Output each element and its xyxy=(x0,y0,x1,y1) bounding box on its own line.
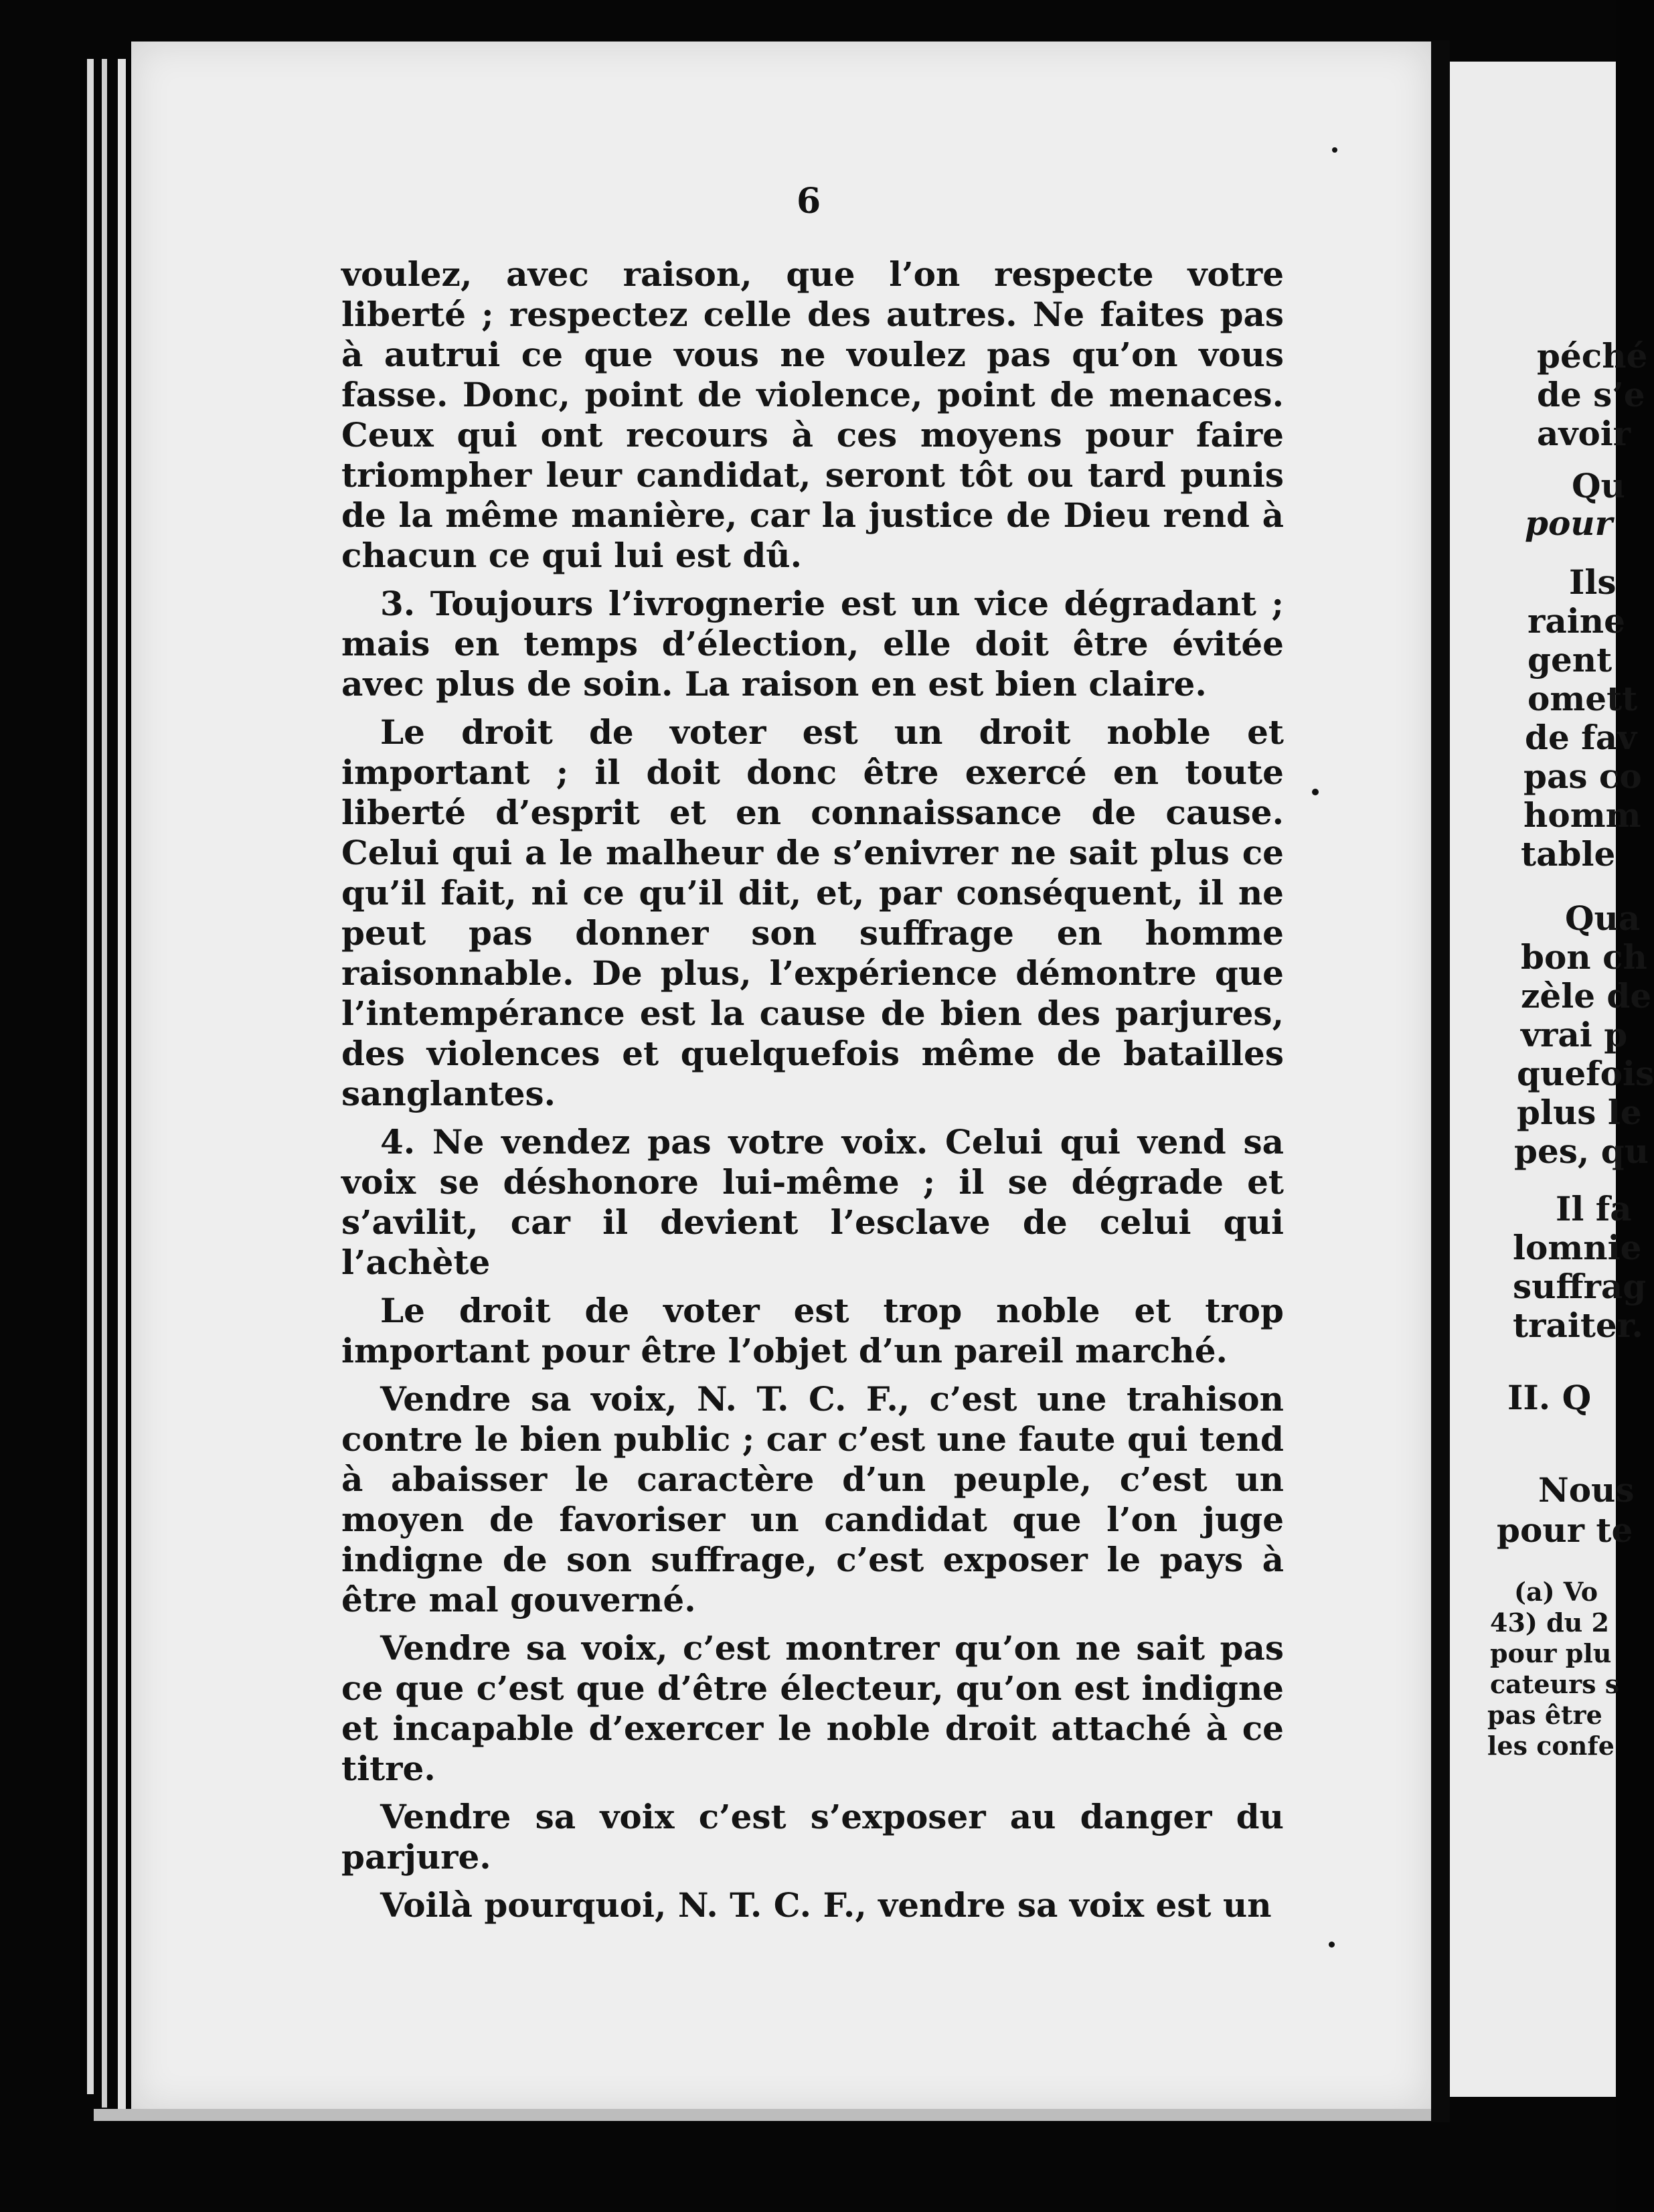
footnote-fragment: (a) Vo xyxy=(1514,1577,1598,1607)
right-page-fragment: de fav xyxy=(1525,718,1637,757)
page-edge xyxy=(118,59,126,2121)
ink-speck xyxy=(1329,1942,1335,1948)
paragraph: Vendre sa voix, N. T. C. F., c’est une trahison contre le bien public ; car c’est une faute qui tend à abaisser le caractère d’un peuple, c’est un moyen de favoriser un candidat que l’on juge indigne de son suffrage, c’est exposer le pays à être mal gouverné. xyxy=(341,1379,1284,1620)
footnote-fragment: 43) du 2 xyxy=(1490,1607,1609,1638)
right-page-fragment: pour te xyxy=(1497,1510,1633,1550)
paragraph: Le droit de voter est un droit noble et important ; il doit donc être exercé en toute liberté d’esprit et en connaissance de cause. Celui qui a le malheur de s’enivrer ne sait plus ce qu’il fait, ni ce qu’il dit, et, par conséquent, il ne peut pas donner son suffrage en homme raisonnable. De plus, l’expérience démontre que l’intempérance est la cause de bien des parjures, des violences et quelquefois même de batailles sanglantes. xyxy=(341,712,1284,1113)
right-page-fragment: pes, qu xyxy=(1514,1131,1649,1171)
right-page-fragment: plus le xyxy=(1517,1093,1642,1132)
footnote-fragment: pour plu xyxy=(1490,1638,1612,1668)
right-page-fragment: homm xyxy=(1523,795,1641,835)
right-page-fragment: quefois xyxy=(1517,1054,1654,1093)
paragraph: 4. Ne vendez pas votre voix. Celui qui vend sa voix se déshonore lui-même ; il se dégrade et s’avilit, car il devient l’esclave de celui qui l’achète xyxy=(341,1122,1284,1282)
right-page-fragment: raine xyxy=(1527,601,1625,641)
paragraph: Voilà pourquoi, N. T. C. F., vendre sa voix est un xyxy=(380,1885,1272,1925)
right-page-fragment: lomnie xyxy=(1513,1228,1642,1267)
right-page-fragment: table xyxy=(1521,834,1616,874)
right-page-fragment: avoir xyxy=(1537,414,1631,453)
right-page-fragment: Ils xyxy=(1569,562,1617,602)
right-page-fragment: pas co xyxy=(1523,757,1642,796)
right-page-fragment: omett xyxy=(1527,679,1638,718)
page-edge xyxy=(102,59,107,2108)
paragraph: Vendre sa voix c’est s’exposer au danger du parjure. xyxy=(341,1797,1284,1877)
right-page-fragment: traiter. xyxy=(1513,1306,1643,1345)
right-page-fragment: Qua xyxy=(1565,898,1641,938)
right-page-fragment: Nous xyxy=(1538,1470,1635,1510)
right-page-fragment: II. Q xyxy=(1507,1378,1592,1417)
right-page-fragment: suffrag xyxy=(1513,1267,1647,1306)
right-page-fragment: zèle de xyxy=(1521,976,1652,1016)
body-text xyxy=(341,254,1284,1933)
right-page-fragment: bon ch xyxy=(1521,937,1647,977)
page-bottom-edge xyxy=(94,2109,1432,2121)
footnote-fragment: pas être xyxy=(1487,1700,1602,1730)
ink-speck xyxy=(1332,147,1337,153)
right-page-fragment: Qu xyxy=(1572,466,1625,505)
footnote-fragment: cateurs s xyxy=(1490,1669,1620,1699)
paragraph: 3. Toujours l’ivrognerie est un vice dégradant ; mais en temps d’élection, elle doit être évitée avec plus de soin. La raison en est bien claire. xyxy=(341,584,1284,704)
right-page-fragment: de s’e xyxy=(1537,375,1645,414)
right-page-fragment: gent xyxy=(1527,640,1612,680)
right-page-fragment: vrai p xyxy=(1521,1015,1628,1054)
right-page-fragment: Il fa xyxy=(1556,1189,1632,1229)
right-page-fragment: pour xyxy=(1525,503,1613,543)
page-edge xyxy=(87,59,94,2094)
paragraph: Le droit de voter est trop noble et trop important pour être l’objet d’un pareil marché. xyxy=(341,1291,1284,1370)
page-number: 6 xyxy=(797,181,821,222)
ink-speck xyxy=(1312,789,1319,795)
right-page-fragment: péché xyxy=(1537,336,1648,376)
paragraph: voulez, avec raison, que l’on respecte votre liberté ; respectez celle des autres. Ne faites pas à autrui ce que vous ne voulez pas qu’on vous fasse. Donc, point de violence, point de menaces. Ceux qui ont recours à ces moyens pour faire triompher leur candidat, seront tôt ou tard punis de la même manière, car la justice de Dieu rend à chacun ce qui lui est dû. xyxy=(341,254,1284,575)
paragraph: Vendre sa voix, c’est montrer qu’on ne sait pas ce que c’est que d’être électeur, qu’on est indigne et incapable d’exercer le noble droit attaché à ce titre. xyxy=(341,1628,1284,1788)
right-page xyxy=(1450,62,1654,2097)
book-gutter xyxy=(1431,40,1450,2122)
footnote-fragment: les confe xyxy=(1487,1731,1615,1761)
